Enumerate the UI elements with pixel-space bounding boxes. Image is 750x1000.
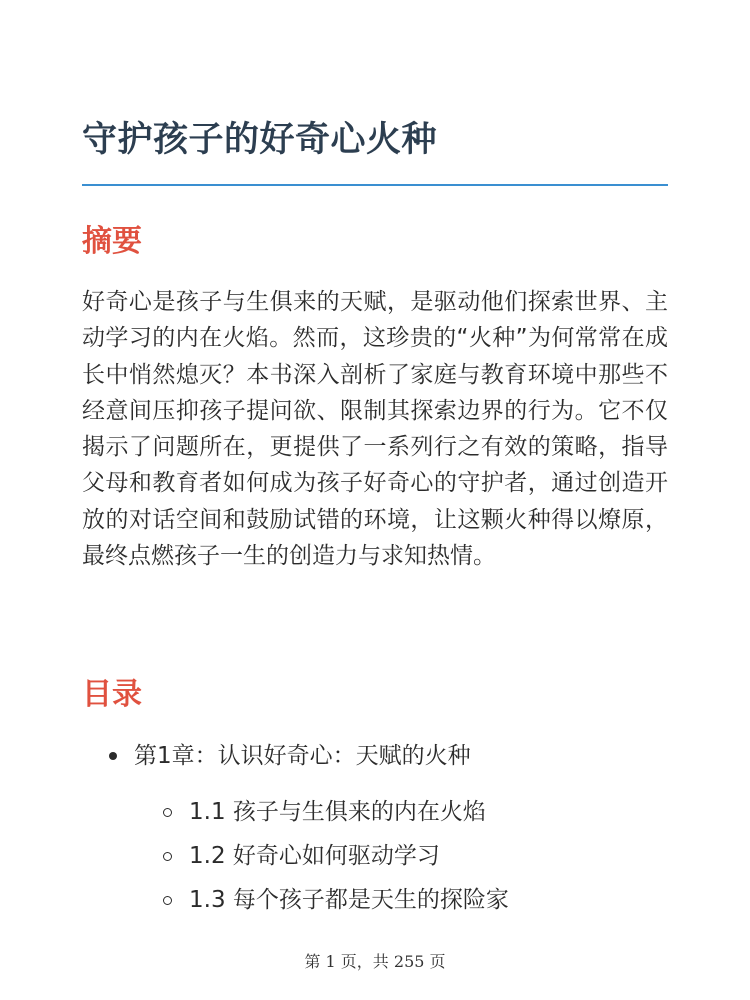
bullet-circle-icon <box>163 896 172 905</box>
toc-section-item[interactable] <box>82 882 668 926</box>
summary-heading: 摘要 <box>82 224 142 259</box>
toc-section-label: 1.2 好奇心如何驱动学习 <box>189 843 440 869</box>
toc-section-item[interactable] <box>82 794 668 838</box>
document-page <box>82 0 668 1000</box>
toc-chapter-item[interactable] <box>82 736 668 776</box>
bullet-circle-icon <box>163 808 172 817</box>
toc-chapter-label: 第1章：认识好奇心：天赋的火种 <box>134 743 471 769</box>
book-title: 守护孩子的好奇心火种 <box>82 120 438 160</box>
title-divider <box>82 184 668 186</box>
toc-section-label: 1.3 每个孩子都是天生的探险家 <box>189 887 509 913</box>
toc-section-label: 1.1 孩子与生俱来的内在火焰 <box>189 799 486 825</box>
toc-heading: 目录 <box>82 677 142 712</box>
bullet-circle-icon <box>163 852 172 861</box>
toc-section-list <box>82 794 668 926</box>
table-of-contents <box>82 736 668 776</box>
toc-section-item[interactable] <box>82 838 668 882</box>
page-number-footer: 第 1 页，共 255 页 <box>304 952 446 971</box>
bullet-disc-icon <box>109 752 117 760</box>
summary-paragraph: 好奇心是孩子与生俱来的天赋，是驱动他们探索世界、主动学习的内在火焰。然而，这珍贵的“火种”为何常常在成长中悄然熄灭？本书深入剖析了家庭与教育环境中那些不经意间压抑孩子提问欲、限制其探索边界的行为。它不仅揭示了问题所在，更提供了一系列行之有效的策略，指导父母和教育者如何成为孩子好奇心的守护者，通过创造开放的对话空间和鼓励试错的环境，让这颗火种得以燎原，最终点燃孩子一生的创造力与求知热情。 <box>82 289 668 570</box>
